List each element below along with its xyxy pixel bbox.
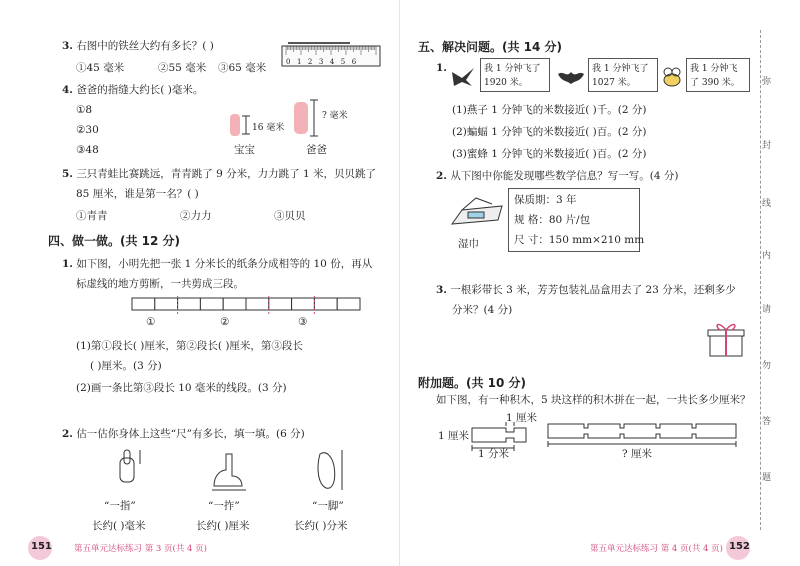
q5-option-1[interactable]: ①青青	[76, 210, 108, 222]
ruler-labels: 0123456	[286, 58, 363, 66]
side-char-3: 线	[762, 199, 772, 209]
q5-line2: 85 厘米，谁是第一名？( )	[76, 188, 199, 200]
q3-option-3[interactable]: ③65 毫米	[218, 62, 267, 74]
strip-marker-3: ③	[298, 316, 308, 328]
strip-cell	[337, 298, 360, 310]
gift-box-icon	[704, 320, 748, 360]
side-char-4: 内	[762, 251, 772, 261]
s5q3-line2: 分米？(4 分)	[452, 304, 513, 316]
span-label: “一拃”	[208, 500, 240, 512]
page-fold	[399, 0, 400, 566]
bonus-title: 附加题。(共 10 分)	[418, 376, 527, 390]
strip-cell	[223, 298, 246, 310]
block-width-label: 1 厘米	[506, 412, 538, 424]
s4q1-sub1-line1[interactable]: (1)第①段长( )厘米，第②段长( )厘米，第③段长	[76, 340, 303, 352]
q3-option-1[interactable]: ①45 毫米	[76, 62, 125, 74]
strip-cell	[246, 298, 269, 310]
bonus-text: 如下图，有一种积木，5 块这样的积木拼在一起，一共长多少厘米？	[436, 394, 751, 406]
s4q1-number: 1.	[62, 258, 73, 270]
strip-marker-1: ①	[146, 316, 156, 328]
side-char-8: 题	[762, 473, 772, 483]
finger-answer[interactable]: 长约( )毫米	[92, 520, 146, 532]
q4-number: 4.	[62, 84, 73, 96]
q4-option-2[interactable]: ②30	[76, 124, 99, 136]
q4	[62, 82, 203, 97]
paper-strip-figure	[130, 296, 362, 316]
s4q1-line1	[62, 256, 372, 271]
side-char-2: 封	[762, 141, 772, 151]
bat-bubble-text: 我 1 分钟飞了 1027 米。	[592, 64, 649, 88]
dad-label: ? 毫米	[322, 111, 348, 121]
s5q1-sub2[interactable]: (2)蝙蝠 1 分钟飞的米数接近( )百。(2 分)	[452, 126, 647, 138]
baby-label: 16 毫米	[252, 123, 285, 133]
strip-marker-2: ②	[220, 316, 230, 328]
s5q2-text: 从下图中你能发现哪些数学信息？写一写。(4 分)	[450, 170, 679, 182]
side-char-7: 答	[762, 417, 772, 427]
q4-option-3[interactable]: ③48	[76, 144, 99, 156]
s5q2	[436, 168, 679, 183]
strip-cell	[269, 298, 292, 310]
baby-name: 宝宝	[234, 144, 255, 156]
strip-cell	[200, 298, 223, 310]
strip-cell	[155, 298, 178, 310]
q4-option-1[interactable]: ①8	[76, 104, 93, 116]
s5q3-line1	[436, 282, 736, 297]
s4q2	[62, 426, 305, 441]
s4q2-text: 估一估你身体上这些“尺”有多长，填一填。(6 分)	[76, 428, 305, 440]
page-number-right: 152	[729, 541, 750, 552]
block-height-label: 1 厘米	[438, 430, 470, 442]
foot-icon	[310, 444, 350, 494]
block-length-label: 1 分米	[478, 448, 510, 460]
wet-wipes-icon	[448, 194, 508, 234]
finger-icon	[112, 448, 148, 492]
s4q1-sub1-line2[interactable]: ( )厘米。(3 分)	[90, 360, 162, 372]
total-length-label: ? 厘米	[622, 448, 652, 460]
footer-right: 第五单元达标练习 第 4 页(共 4 页)	[590, 544, 723, 554]
q4-text: 爸爸的指缝大约长( )毫米。	[76, 84, 204, 96]
q3	[62, 38, 214, 53]
s5q1-number: 1.	[436, 62, 447, 74]
section-5-title: 五、解决问题。(共 14 分)	[418, 40, 563, 54]
bee-icon	[660, 66, 684, 88]
q5-line1	[62, 166, 376, 181]
bat-icon	[556, 66, 586, 88]
s4q1-sub2[interactable]: (2)画一条比第③段长 10 毫米的线段。(3 分)	[76, 382, 287, 394]
span-answer[interactable]: 长约( )厘米	[196, 520, 250, 532]
foot-answer[interactable]: 长约( )分米	[294, 520, 348, 532]
q5-text-1: 三只青蛙比赛跳远，青青跳了 9 分米，力力跳了 1 米，贝贝跳了	[76, 168, 377, 180]
section-4-title: 四、做一做。(共 12 分)	[48, 234, 181, 248]
page-number-left: 151	[31, 541, 52, 552]
q3-option-2[interactable]: ②55 毫米	[158, 62, 207, 74]
hand-span-icon	[208, 448, 252, 492]
binding-line	[760, 30, 762, 530]
joined-blocks	[548, 424, 736, 438]
s4q1-line2: 标虚线的地方剪断，一共剪成三段。	[76, 278, 244, 290]
s5q3-text-1: 一根彩带长 3 米，芳芳包装礼品盒用去了 23 分米，还剩多少	[450, 284, 736, 296]
strip-cell	[314, 298, 337, 310]
side-char-6: 勿	[762, 361, 772, 371]
swallow-bubble-text: 我 1 分钟飞了 1920 米。	[484, 64, 541, 88]
s5q1-sub3[interactable]: (3)蜜蜂 1 分钟飞的米数接近( )百。(2 分)	[452, 148, 647, 160]
s5q2-number: 2.	[436, 170, 447, 182]
strip-cell	[132, 298, 155, 310]
bee-bubble-text: 我 1 分钟飞了 390 米。	[690, 64, 740, 88]
swallow-icon	[450, 66, 476, 88]
info-shelf-life: 保质期：3 年	[514, 194, 577, 206]
q3-number: 3.	[62, 40, 73, 52]
s5q1-sub1[interactable]: (1)燕子 1 分钟飞的米数接近( )千。(2 分)	[452, 104, 647, 116]
strip-cell	[178, 298, 201, 310]
footer-left: 第五单元达标练习 第 3 页(共 4 页)	[74, 544, 207, 554]
foot-label: “一脚”	[312, 500, 344, 512]
s5q3-number: 3.	[436, 284, 447, 296]
q5-number: 5.	[62, 168, 73, 180]
q5-option-2[interactable]: ②力力	[180, 210, 212, 222]
info-spec: 规 格：80 片/包	[514, 214, 591, 226]
side-char-1: 弥	[762, 77, 772, 87]
dad-name: 爸爸	[306, 144, 327, 156]
strip-cell	[292, 298, 315, 310]
finger-label: “一指”	[104, 500, 136, 512]
info-size: 尺 寸：150 mm×210 mm	[514, 234, 645, 246]
s4q2-number: 2.	[62, 428, 73, 440]
q5-option-3[interactable]: ③贝贝	[274, 210, 306, 222]
s4q1-text-1: 如下图，小明先把一张 1 分米长的纸条分成相等的 10 份，再从	[76, 258, 373, 270]
side-char-5: 请	[762, 305, 772, 315]
q3-text: 右图中的铁丝大约有多长？( )	[76, 40, 214, 52]
wet-wipes-label: 湿巾	[458, 238, 479, 250]
